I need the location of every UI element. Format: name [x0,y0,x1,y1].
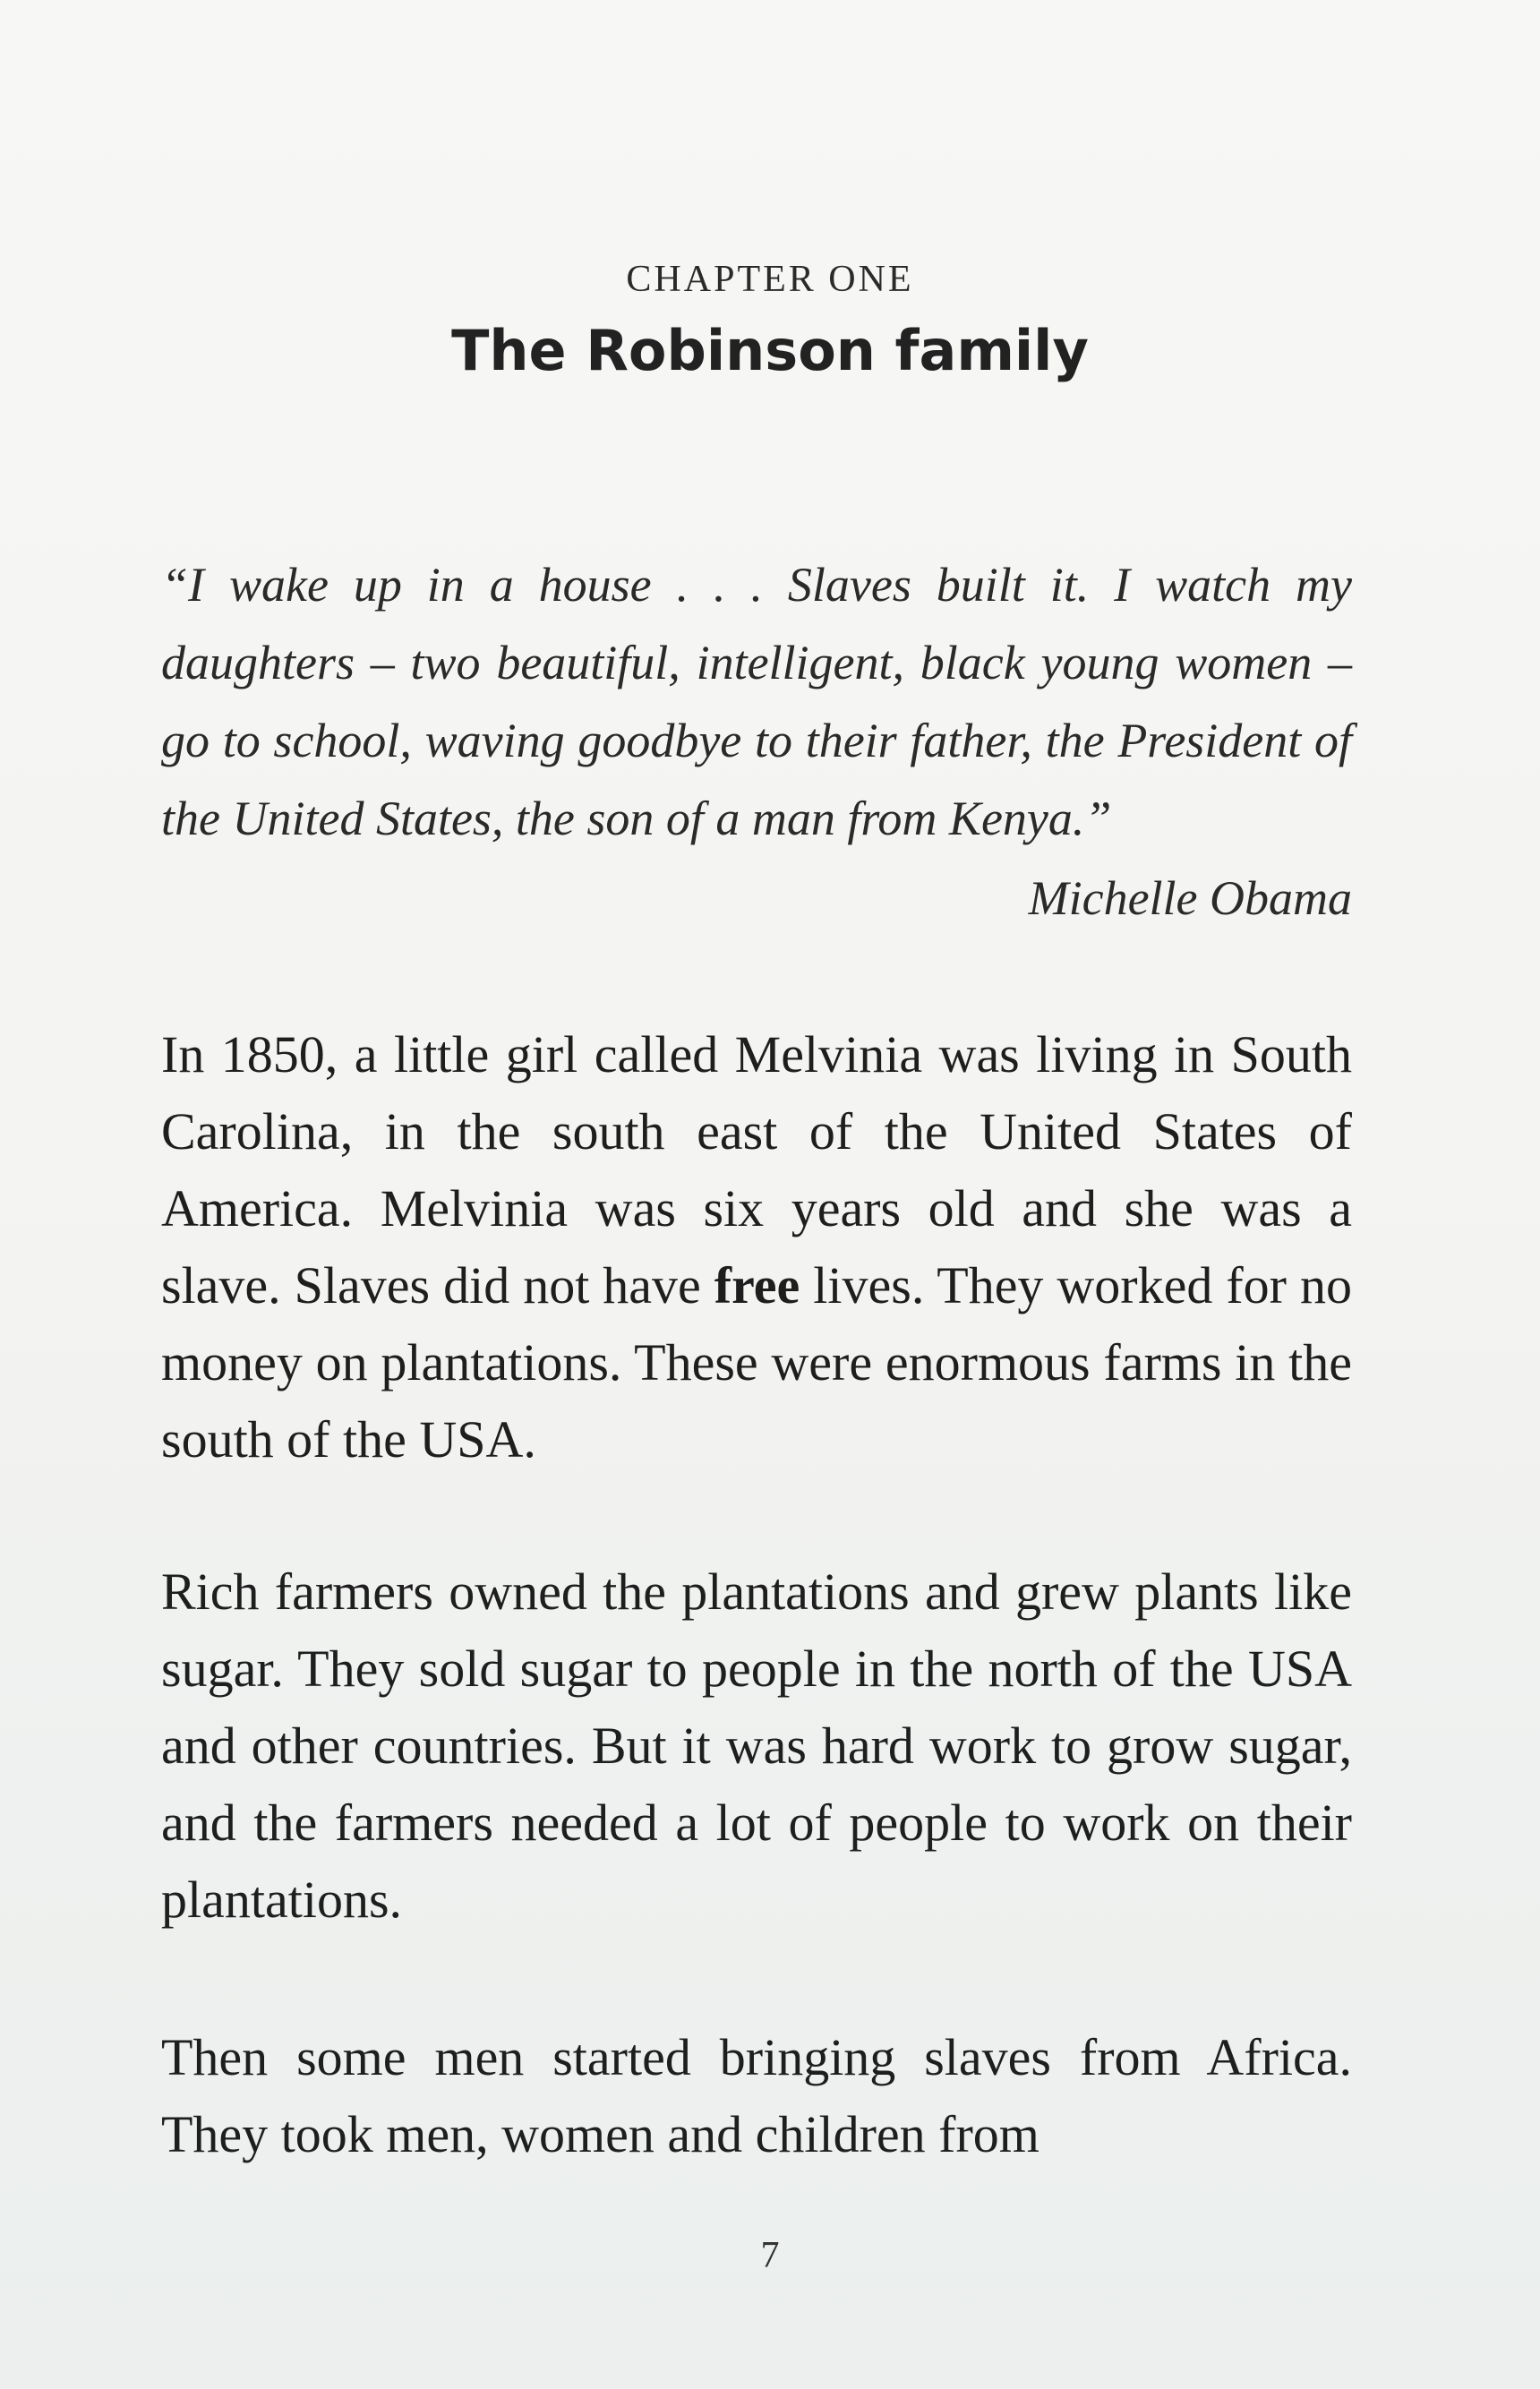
body-paragraph-2: Rich farmers owned the plantations and grew plants like sugar. They sold sugar to people in the north of the USA and other countries. But it was hard work to grow sugar, and the farmers needed a lot of people to work on their plantations. [161,1563,1352,1929]
epigraph-quote: “I wake up in a house . . . Slaves built it. I watch my daughters – two beautiful, intelligent, black young women – go to school, waving goodbye to their father, the President of the United States, the son of a man from Kenya.” [161,558,1352,845]
glossary-word-free: free [714,1256,800,1314]
epigraph-attribution: Michelle Obama [1028,871,1352,925]
paragraph-1-text-start: In 1850, a little girl called Melvinia was living in South Carolina, in the south east of the United States of America. Melvinia was six years old and she was a slave. Slaves did not have [161,1025,1352,1314]
chapter-label: CHAPTER ONE [626,259,914,300]
paragraph-1-text-end: lives. They worked for no money on plantations. These were enormous farms in the south of the USA. [161,1256,1352,1469]
chapter-title: The Robinson family [451,318,1089,383]
body-paragraph-3: Then some men started bringing slaves from Africa. They took men, women and children from [161,2028,1352,2163]
page-number: 7 [760,2235,780,2276]
body-paragraph-1 [161,1016,1352,1478]
